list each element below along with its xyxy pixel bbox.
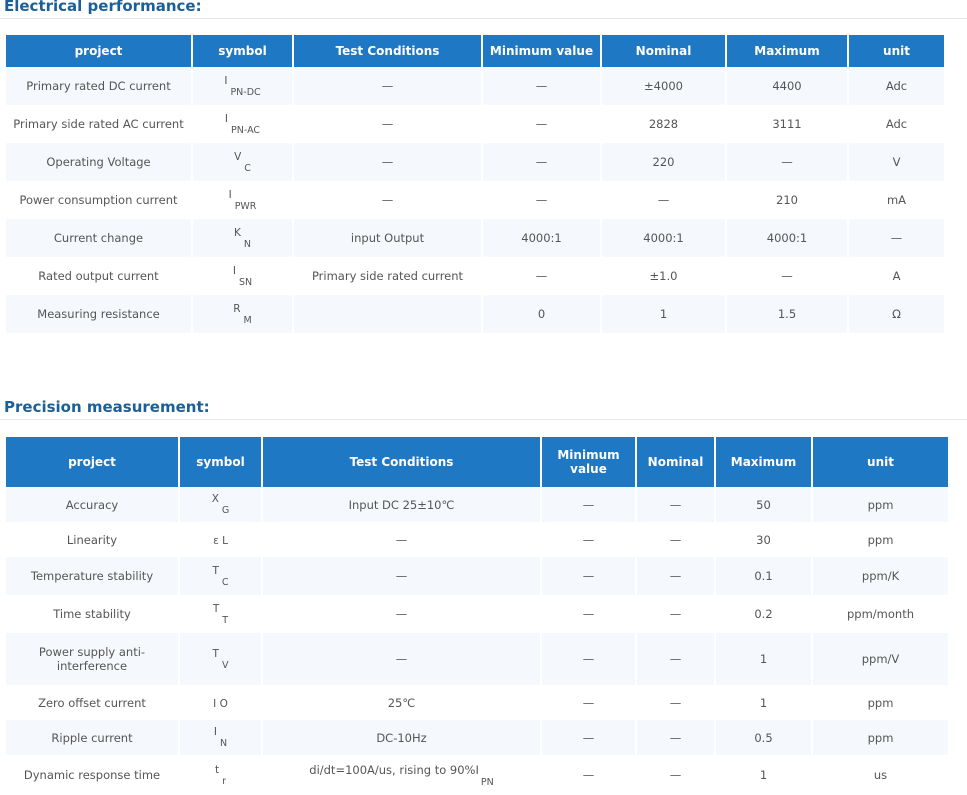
precision-table — [4, 437, 950, 795]
project-cell: Ripple current — [6, 720, 178, 755]
condition-cell: DC-10Hz — [263, 720, 540, 755]
unit-cell: ppm — [813, 685, 948, 720]
max-cell: 4400 — [727, 67, 847, 105]
project-cell: Dynamic response time — [6, 755, 178, 795]
table-row — [6, 755, 948, 795]
nominal-cell: — — [637, 487, 714, 522]
condition-cell: — — [294, 67, 481, 105]
electrical-title: Electrical performance: — [4, 0, 202, 15]
max-cell: — — [727, 257, 847, 295]
symbol-cell — [193, 219, 292, 257]
project-cell: Linearity — [6, 522, 178, 557]
condition-cell — [294, 295, 481, 333]
min-cell: — — [483, 105, 600, 143]
table-row — [6, 143, 944, 181]
min-cell: — — [542, 595, 635, 633]
condition-subscript: PN — [480, 776, 494, 788]
table-row — [6, 557, 948, 595]
symbol-cell — [180, 720, 261, 755]
max-cell: 3111 — [727, 105, 847, 143]
symbol-main: I — [213, 726, 217, 738]
max-cell: 1 — [716, 685, 811, 720]
condition-cell: Input DC 25±10℃ — [263, 487, 540, 522]
unit-cell: A — [849, 257, 944, 295]
symbol-cell — [180, 685, 261, 720]
symbol-cell — [193, 143, 292, 181]
symbol-subscript: N — [243, 238, 251, 250]
header-maximum: Maximum — [727, 35, 847, 67]
symbol-cell — [180, 633, 261, 685]
symbol-cell — [193, 105, 292, 143]
header-unit: unit — [849, 35, 944, 67]
unit-cell: ppm/month — [813, 595, 948, 633]
symbol-cell — [193, 257, 292, 295]
symbol-cell — [180, 487, 261, 522]
nominal-cell: ±4000 — [602, 67, 725, 105]
min-cell: — — [542, 755, 635, 795]
symbol-subscript: PN-DC — [230, 86, 261, 98]
table-row — [6, 595, 948, 633]
max-cell: 1.5 — [727, 295, 847, 333]
nominal-cell: 220 — [602, 143, 725, 181]
project-cell: Power supply anti-interference — [6, 633, 178, 685]
max-cell: 210 — [727, 181, 847, 219]
symbol-subscript: SN — [238, 276, 253, 288]
table-row — [6, 257, 944, 295]
project-cell: Rated output current — [6, 257, 191, 295]
max-cell: 0.5 — [716, 720, 811, 755]
condition-cell — [263, 755, 540, 795]
unit-cell: ppm — [813, 720, 948, 755]
header-project: project — [6, 437, 178, 487]
min-cell: — — [483, 67, 600, 105]
project-cell: Operating Voltage — [6, 143, 191, 181]
max-cell: 0.1 — [716, 557, 811, 595]
condition-cell: — — [263, 595, 540, 633]
table-row — [6, 105, 944, 143]
electrical-table — [4, 35, 946, 333]
min-cell: — — [542, 557, 635, 595]
precision-title: Precision measurement: — [4, 398, 210, 416]
nominal-cell: — — [637, 720, 714, 755]
nominal-cell: — — [637, 557, 714, 595]
symbol-subscript: r — [222, 775, 227, 787]
table-row — [6, 295, 944, 333]
unit-cell: — — [849, 219, 944, 257]
unit-cell: Adc — [849, 67, 944, 105]
table-row — [6, 487, 948, 522]
nominal-cell: 2828 — [602, 105, 725, 143]
electrical-header-row — [6, 35, 944, 67]
nominal-cell: 1 — [602, 295, 725, 333]
condition-cell: — — [263, 522, 540, 557]
header-minimum-value: Minimum value — [483, 35, 600, 67]
header-project: project — [6, 35, 191, 67]
unit-cell: Adc — [849, 105, 944, 143]
table-row — [6, 181, 944, 219]
condition-cell: — — [263, 633, 540, 685]
min-cell: — — [542, 720, 635, 755]
min-cell: — — [542, 522, 635, 557]
project-cell: Accuracy — [6, 487, 178, 522]
nominal-cell: — — [637, 633, 714, 685]
symbol-main: I O — [213, 697, 228, 710]
symbol-cell — [180, 595, 261, 633]
symbol-main: X — [211, 493, 219, 505]
condition-cell: Primary side rated current — [294, 257, 481, 295]
header-test-conditions: Test Conditions — [294, 35, 481, 67]
header-nominal: Nominal — [602, 35, 725, 67]
symbol-main: K — [234, 226, 241, 239]
min-cell: — — [542, 487, 635, 522]
max-cell: 1 — [716, 755, 811, 795]
unit-cell: Ω — [849, 295, 944, 333]
table-row — [6, 633, 948, 685]
header-test-conditions: Test Conditions — [263, 437, 540, 487]
project-cell: Measuring resistance — [6, 295, 191, 333]
unit-cell: ppm/V — [813, 633, 948, 685]
header-symbol: symbol — [193, 35, 292, 67]
condition-cell: 25℃ — [263, 685, 540, 720]
unit-cell: ppm/K — [813, 557, 948, 595]
nominal-cell: ±1.0 — [602, 257, 725, 295]
project-cell: Power consumption current — [6, 181, 191, 219]
symbol-subscript: N — [220, 738, 228, 749]
max-cell: 30 — [716, 522, 811, 557]
precision-divider — [0, 419, 967, 420]
condition-cell: — — [294, 181, 481, 219]
header-minimum-value: Minimum value — [542, 437, 635, 487]
unit-cell: us — [813, 755, 948, 795]
nominal-cell: — — [637, 522, 714, 557]
unit-cell: ppm — [813, 487, 948, 522]
nominal-cell: — — [637, 595, 714, 633]
symbol-subscript: M — [243, 314, 252, 326]
condition-cell: — — [294, 143, 481, 181]
max-cell: 1 — [716, 633, 811, 685]
max-cell: 0.2 — [716, 595, 811, 633]
nominal-cell: — — [637, 685, 714, 720]
symbol-subscript: PWR — [234, 200, 257, 212]
min-cell: 0 — [483, 295, 600, 333]
symbol-main: I — [224, 74, 228, 87]
symbol-main: T — [212, 647, 219, 660]
condition-cell: input Output — [294, 219, 481, 257]
table-row — [6, 67, 944, 105]
condition-main: di/dt=100A/us, rising to 90%I — [309, 762, 479, 777]
symbol-main: T — [212, 564, 219, 577]
symbol-main: t — [214, 763, 220, 776]
symbol-cell — [193, 295, 292, 333]
project-cell: Zero offset current — [6, 685, 178, 720]
symbol-cell — [180, 755, 261, 795]
unit-cell: ppm — [813, 522, 948, 557]
min-cell: — — [483, 181, 600, 219]
min-cell: — — [542, 685, 635, 720]
max-cell: — — [727, 143, 847, 181]
project-cell: Time stability — [6, 595, 178, 633]
min-cell: — — [483, 143, 600, 181]
min-cell: — — [542, 633, 635, 685]
symbol-cell — [180, 557, 261, 595]
unit-cell: V — [849, 143, 944, 181]
min-cell: 4000:1 — [483, 219, 600, 257]
electrical-divider — [0, 18, 967, 19]
nominal-cell: — — [602, 181, 725, 219]
min-cell: — — [483, 257, 600, 295]
header-symbol: symbol — [180, 437, 261, 487]
symbol-main: I — [224, 112, 229, 125]
nominal-cell: 4000:1 — [602, 219, 725, 257]
symbol-cell — [193, 181, 292, 219]
symbol-main: ε L — [213, 534, 228, 547]
symbol-subscript: PN-AC — [231, 124, 261, 136]
symbol-main: I — [232, 264, 236, 277]
table-row — [6, 685, 948, 720]
table-row — [6, 219, 944, 257]
symbol-subscript: V — [221, 659, 229, 671]
symbol-main: T — [212, 602, 220, 615]
symbol-subscript: C — [244, 162, 251, 174]
project-cell: Primary rated DC current — [6, 67, 191, 105]
header-nominal: Nominal — [637, 437, 714, 487]
table-row — [6, 720, 948, 755]
symbol-cell — [180, 522, 261, 557]
symbol-main: R — [233, 302, 241, 315]
symbol-subscript: T — [222, 614, 229, 626]
max-cell: 50 — [716, 487, 811, 522]
max-cell: 4000:1 — [727, 219, 847, 257]
symbol-main: V — [234, 150, 242, 163]
unit-cell: mA — [849, 181, 944, 219]
symbol-subscript: C — [221, 576, 229, 588]
header-unit: unit — [813, 437, 948, 487]
symbol-subscript: G — [221, 505, 230, 516]
symbol-cell — [193, 67, 292, 105]
project-cell: Current change — [6, 219, 191, 257]
project-cell: Temperature stability — [6, 557, 178, 595]
table-row — [6, 522, 948, 557]
nominal-cell: — — [637, 755, 714, 795]
condition-cell: — — [263, 557, 540, 595]
condition-cell: — — [294, 105, 481, 143]
header-maximum: Maximum — [716, 437, 811, 487]
symbol-main: I — [228, 188, 232, 201]
precision-header-row — [6, 437, 948, 487]
project-cell: Primary side rated AC current — [6, 105, 191, 143]
